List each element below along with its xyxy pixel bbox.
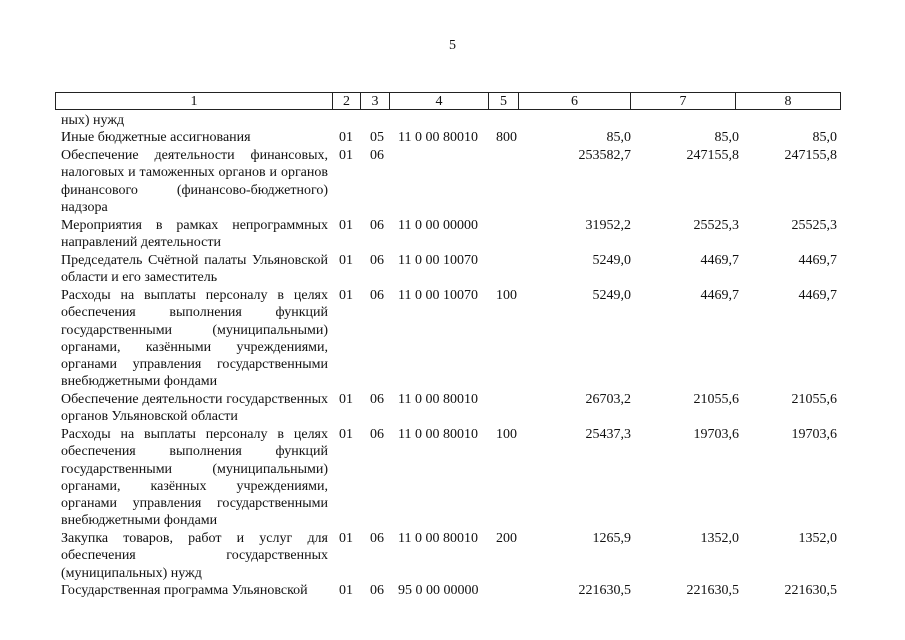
row-col-4: 11 0 00 80010 — [398, 427, 478, 442]
table-row — [0, 147, 905, 217]
row-col-2: 01 — [339, 130, 353, 145]
row-col-4: 11 0 00 10070 — [398, 288, 478, 303]
row-col-6: 253582,7 — [578, 148, 631, 163]
row-name: Иные бюджетные ассигнования — [61, 130, 251, 145]
row-col-4: 11 0 00 00000 — [398, 218, 478, 233]
table-header — [55, 92, 841, 110]
row-col-6: 31952,2 — [585, 218, 631, 233]
row-col-2: 01 — [339, 531, 353, 546]
table-row — [0, 530, 905, 582]
row-name: Обеспечение деятельности государственных органов Ульяновской области — [61, 392, 328, 425]
row-name: Обеспечение деятельности финансовых, налоговых и таможенных органов и органов финансового (финансово-бюджетного) надзора — [61, 148, 328, 215]
row-col-8: 1352,0 — [798, 531, 837, 546]
table-row — [0, 287, 905, 391]
row-col-7: 1352,0 — [700, 531, 739, 546]
row-col-6: 5249,0 — [592, 253, 631, 268]
row-col-3: 06 — [370, 583, 384, 598]
row-name: Расходы на выплаты персоналу в целях обеспечения выполнения функций государственными (муниципальными) органами, казёнными учреждениями, органами управления государственными внебюджетными фондами — [61, 288, 328, 390]
row-col-3: 06 — [370, 148, 384, 163]
row-col-2: 01 — [339, 148, 353, 163]
row-col-8: 21055,6 — [791, 392, 837, 407]
row-name: Председатель Счётной палаты Ульяновской области и его заместитель — [61, 253, 328, 286]
table-row — [0, 426, 905, 530]
header-col-8: 8 — [784, 94, 792, 109]
header-col-2: 2 — [333, 93, 361, 109]
row-col-6: 85,0 — [606, 130, 631, 145]
row-name: Государственная программа Ульяновской — [61, 583, 308, 598]
row-name: Мероприятия в рамках непрограммных направлений деятельности — [61, 218, 328, 251]
page-number: 5 — [449, 38, 456, 53]
row-col-7: 25525,3 — [693, 218, 739, 233]
row-col-4: 95 0 00 00000 — [398, 583, 479, 598]
row-col-3: 06 — [370, 392, 384, 407]
row-col-7: 4469,7 — [700, 253, 739, 268]
table-row — [0, 252, 905, 287]
row-col-7: 21055,6 — [693, 392, 739, 407]
table-row — [0, 112, 905, 129]
row-col-7: 19703,6 — [693, 427, 739, 442]
row-col-8: 4469,7 — [798, 253, 837, 268]
row-col-3: 06 — [370, 531, 384, 546]
row-col-5: 800 — [496, 130, 517, 145]
header-col-6: 6 — [519, 93, 631, 109]
row-col-8: 221630,5 — [784, 583, 837, 598]
row-col-4: 11 0 00 80010 — [398, 130, 478, 145]
row-col-2: 01 — [339, 218, 353, 233]
row-col-7: 221630,5 — [686, 583, 739, 598]
row-name: Расходы на выплаты персоналу в целях обеспечения выполнения функций государственными (муниципальными) органами, казённых учреждениями, органами управления государственными внебюджетными фондами — [61, 427, 328, 529]
row-col-2: 01 — [339, 427, 353, 442]
table-row — [0, 391, 905, 426]
header-col-7: 7 — [631, 93, 736, 109]
header-col-3: 3 — [361, 93, 390, 109]
row-col-3: 06 — [370, 427, 384, 442]
row-col-5: 100 — [496, 288, 517, 303]
row-col-3: 06 — [370, 253, 384, 268]
row-col-8: 247155,8 — [784, 148, 837, 163]
table-row — [0, 129, 905, 147]
row-col-6: 221630,5 — [578, 583, 631, 598]
row-col-4: 11 0 00 10070 — [398, 253, 478, 268]
header-col-5: 5 — [489, 93, 519, 109]
row-col-4: 11 0 00 80010 — [398, 392, 478, 407]
table-row — [0, 582, 905, 600]
row-name: ных) нужд — [61, 113, 125, 128]
table-body — [0, 112, 905, 600]
row-col-8: 19703,6 — [791, 427, 837, 442]
table-row — [0, 217, 905, 252]
row-col-5: 100 — [496, 427, 517, 442]
row-col-3: 05 — [370, 130, 384, 145]
row-col-7: 4469,7 — [700, 288, 739, 303]
row-col-2: 01 — [339, 392, 353, 407]
header-col-1: 1 — [56, 93, 333, 109]
row-col-3: 06 — [370, 288, 384, 303]
row-col-6: 1265,9 — [592, 531, 631, 546]
row-col-3: 06 — [370, 218, 384, 233]
row-col-2: 01 — [339, 253, 353, 268]
row-name: Закупка товаров, работ и услуг для обеспечения государственных (муниципальных) нужд — [61, 531, 328, 581]
row-col-7: 85,0 — [714, 130, 739, 145]
row-col-6: 25437,3 — [585, 427, 631, 442]
row-col-8: 25525,3 — [791, 218, 837, 233]
row-col-2: 01 — [339, 583, 353, 598]
row-col-4: 11 0 00 80010 — [398, 531, 478, 546]
row-col-6: 5249,0 — [592, 288, 631, 303]
row-col-6: 26703,2 — [585, 392, 631, 407]
row-col-8: 4469,7 — [798, 288, 837, 303]
row-col-8: 85,0 — [812, 130, 837, 145]
row-col-7: 247155,8 — [686, 148, 739, 163]
row-col-2: 01 — [339, 288, 353, 303]
row-col-5: 200 — [496, 531, 517, 546]
header-col-4: 4 — [390, 93, 489, 109]
